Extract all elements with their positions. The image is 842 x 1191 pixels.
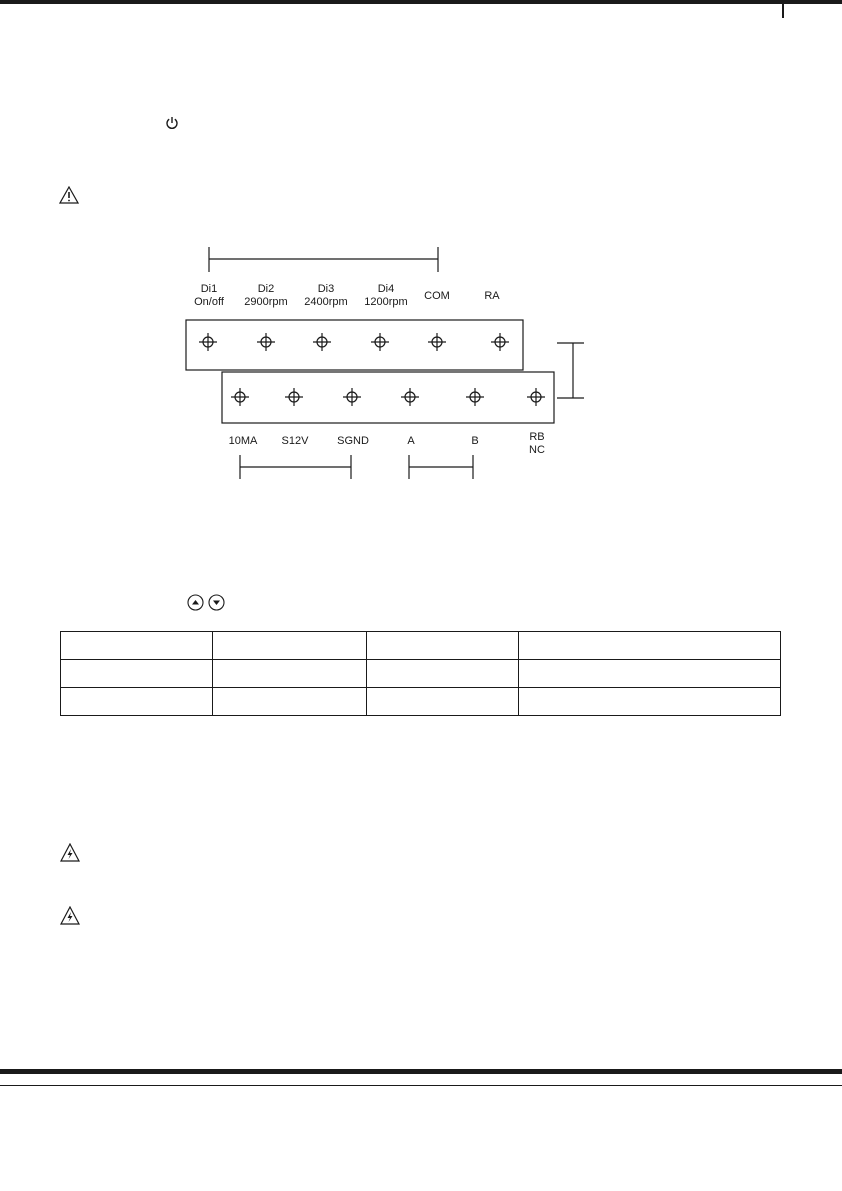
top-bracket [209, 247, 438, 272]
table-row [61, 688, 781, 716]
power-icon [165, 116, 179, 130]
terminal-label-s12v: S12V [281, 435, 309, 447]
terminal-screw-icon [527, 388, 545, 406]
terminal-label-com: COM [424, 290, 450, 302]
terminal-screw-icon [371, 333, 389, 351]
table-cell [61, 688, 213, 716]
terminal-label-a: A [407, 435, 415, 447]
table-cell [61, 632, 213, 660]
header-rule-end [782, 0, 784, 18]
table-cell [61, 660, 213, 688]
terminal-block-top [186, 320, 523, 370]
arrow-down-button-icon [208, 594, 225, 611]
terminal-screw-icon [231, 388, 249, 406]
table-cell [213, 632, 367, 660]
table-cell [519, 660, 781, 688]
terminal-label-di4: Di4 1200rpm [364, 283, 408, 308]
table-cell [367, 688, 519, 716]
table-cell [519, 688, 781, 716]
terminal-label-di3: Di3 2400rpm [304, 283, 348, 308]
header-rule [0, 0, 842, 4]
footer-rule-thick [0, 1069, 842, 1074]
table-cell [367, 660, 519, 688]
terminal-label-di2: Di2 2900rpm [244, 283, 288, 308]
terminal-screw-icon [199, 333, 217, 351]
terminal-label-10ma: 10MA [228, 435, 258, 447]
terminal-screw-icon [257, 333, 275, 351]
table-cell [213, 660, 367, 688]
arrow-up-button-icon [187, 594, 204, 611]
table-cell [213, 688, 367, 716]
warning-icon [59, 186, 79, 204]
speed-settings-table [60, 631, 781, 716]
terminal-screw-icon [466, 388, 484, 406]
footer-rule-thin [0, 1085, 842, 1086]
terminal-block-bottom [222, 372, 554, 423]
bottom-bracket-rs485 [409, 455, 473, 479]
terminal-screw-icon [343, 388, 361, 406]
table-row [61, 632, 781, 660]
terminal-label-sgnd: SGND [337, 435, 369, 447]
table-cell [519, 632, 781, 660]
electric-hazard-icon [60, 843, 80, 862]
height-bracket [557, 343, 584, 398]
table-row [61, 660, 781, 688]
table-cell [367, 632, 519, 660]
electric-hazard-icon [60, 906, 80, 925]
terminal-label-ra: RA [484, 290, 500, 302]
terminal-screw-icon [313, 333, 331, 351]
bottom-bracket-power [240, 455, 351, 479]
terminal-screw-icon [491, 333, 509, 351]
terminal-label-rb-nc: RB NC [529, 431, 545, 456]
terminal-screw-icon [428, 333, 446, 351]
terminal-label-di1: Di1 On/off [194, 283, 224, 308]
terminal-screw-icon [285, 388, 303, 406]
terminal-label-b: B [471, 435, 479, 447]
terminal-screw-icon [401, 388, 419, 406]
